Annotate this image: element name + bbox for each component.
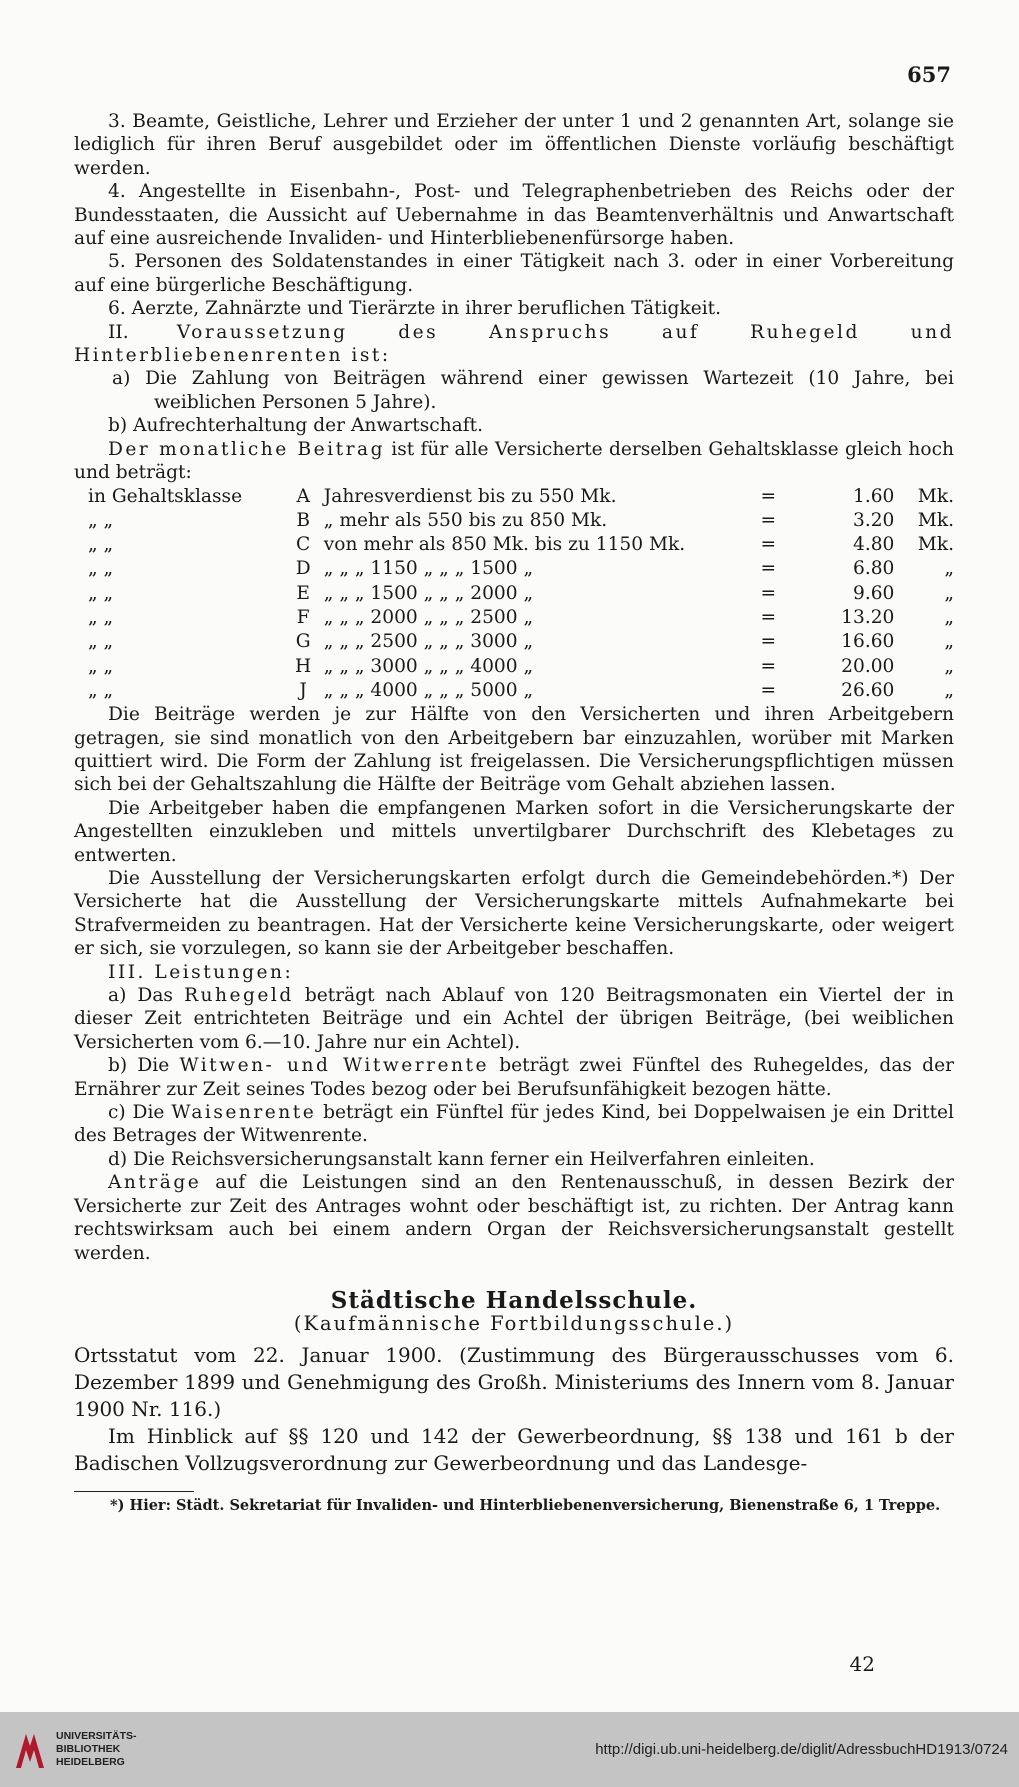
income-range: „ „ „ 4000 „ „ „ 5000 „ <box>323 679 534 701</box>
institution-name <box>56 1730 137 1769</box>
klasse-cell: „ „ <box>88 631 114 653</box>
intro-paragraph-3: 3. Beamte, Geistliche, Lehrer und Erzieher der unter 1 und 2 genannten Art, solange sie lediglich für ihren Beruf ausgebildet oder im öffentlichen Dienste vorläufig beschäftigt werden. <box>74 111 954 179</box>
institution-line-3: HEIDELBERG <box>56 1756 125 1768</box>
table-row <box>74 655 954 679</box>
item-a-term: Ruhegeld <box>184 985 294 1007</box>
intro-paragraph-4: 4. Angestellte in Eisenbahn-, Post- und Telegraphenbetrieben des Reichs oder der Bundesstaaten, die Aussicht auf Uebernahme in das Beamtenverhältnis und Anwartschaft auf eine ausreichende Invaliden- und Hinterbliebenenfürsorge haben. <box>74 181 954 250</box>
equals-sign: = <box>760 679 777 701</box>
klasse-cell: „ „ <box>88 582 114 604</box>
section-2-number: II. <box>108 321 129 343</box>
klasse-cell: „ „ <box>88 534 114 556</box>
currency-unit: „ <box>944 582 954 604</box>
income-range: von mehr als 850 Mk. bis zu 1150 Mk. <box>323 534 686 556</box>
equals-sign: = <box>760 606 777 628</box>
equals-sign: = <box>760 582 777 604</box>
currency-unit: „ <box>944 679 954 701</box>
currency-unit: „ <box>944 655 954 677</box>
item-a-label: a) Das <box>108 985 173 1007</box>
table-row <box>74 533 954 557</box>
currency-unit: „ <box>944 631 954 653</box>
equals-sign: = <box>760 558 777 580</box>
class-letter: F <box>296 606 310 628</box>
section-2-item-b: b) Aufrechterhaltung der Anwartschaft. <box>108 415 483 437</box>
section-2-heading-text: Voraussetzung des Anspruchs auf Ruhegeld und Hinterbliebenenrenten ist: <box>74 321 954 367</box>
income-range: „ „ „ 2000 „ „ „ 2500 „ <box>323 606 534 628</box>
footnote: *) Hier: Städt. Sekretariat für Invaliden- und Hinterbliebenenversicherung, Bienenstraße 6, 1 Treppe. <box>110 1496 941 1514</box>
class-letter: J <box>299 679 307 701</box>
class-letter: D <box>295 558 311 580</box>
monthly-contribution-label: Der monatliche Beitrag <box>108 438 385 460</box>
currency-unit: „ <box>944 558 954 580</box>
applications-text: auf die Leistungen sind an den Rentenausschuß, in dessen Bezirk der Versicherte zur Zeit des Antrages wohnt oder beschäftigt ist, zu richten. Der Antrag kann rechtswirksam auch bei einem andern Organ der Reichsversicherungsanstalt gestellt werden. <box>74 1172 954 1264</box>
contribution-amount: 1.60 <box>852 485 895 507</box>
page-number: 657 <box>907 62 951 87</box>
currency-unit: Mk. <box>917 509 954 531</box>
equals-sign: = <box>760 509 777 531</box>
table-row <box>74 509 954 533</box>
contribution-amount: 4.80 <box>852 534 895 556</box>
table-row <box>74 557 954 581</box>
school-subtitle: (Kaufmännische Fortbildungsschule.) <box>293 1312 735 1336</box>
statute-paragraph: Ortsstatut vom 22. Januar 1900. (Zustimmung des Bürgerausschusses vom 6. Dezember 1899 und Genehmigung des Großh. Ministeriums des Innern vom 8. Januar 1900 Nr. 116.) <box>74 1342 954 1421</box>
currency-unit: „ <box>944 606 954 628</box>
institution-line-2: BIBLIOTHEK <box>56 1743 121 1755</box>
klasse-cell: „ „ <box>88 679 114 701</box>
currency-unit: Mk. <box>917 485 954 507</box>
school-text: Im Hinblick auf §§ 120 und 142 der Gewerbeordnung, §§ 138 und 161 b der Badischen Vollzugsverordnung zur Gewerbeordnung und das Landesge- <box>74 1423 954 1475</box>
class-letter: B <box>296 509 310 531</box>
university-logo-icon <box>12 1728 48 1772</box>
klasse-cell: „ „ <box>88 606 114 628</box>
contribution-paragraph-2: Die Arbeitgeber haben die empfangenen Marken sofort in die Versicherungskarte der Angestellten einzukleben und mittels unvertilgbarer Durchschrift des Klebetages zu entwerten. <box>74 797 954 866</box>
contribution-amount: 16.60 <box>841 631 895 653</box>
section-3-item-d: d) Die Reichsversicherungsanstalt kann ferner ein Heilverfahren einleiten. <box>108 1148 815 1170</box>
class-letter: A <box>296 485 310 507</box>
section-3-item-a <box>74 984 954 1054</box>
school-title: Städtische Handelsschule. <box>330 1286 698 1314</box>
section-3-item-c <box>74 1101 954 1148</box>
source-url-link[interactable]: http://digi.ub.uni-heidelberg.de/diglit/AdressbuchHD1913/0724 <box>595 1741 1008 1758</box>
currency-unit: Mk. <box>917 534 954 556</box>
contribution-paragraph-1: Die Beiträge werden je zur Hälfte von den Versicherten und ihren Arbeitgebern getragen, sie sind monatlich von den Arbeitgebern bar einzuzahlen, worüber mit Marken quittiert wird. Die Form der Zahlung ist freigelassen. Die Versicherungspflichtigen müssen sich bei der Gehaltszahlung die Hälfte der Beiträge vom Gehalt abziehen lassen. <box>74 704 954 796</box>
item-b-text: beträgt zwei Fünftel des Ruhegeldes, das der Ernährer zur Zeit seines Todes bezog oder bei Berufsunfähigkeit bezogen hätte. <box>74 1055 954 1100</box>
income-range: „ „ „ 1150 „ „ „ 1500 „ <box>323 558 534 580</box>
table-row <box>74 630 954 654</box>
item-c-text: beträgt ein Fünftel für jedes Kind, bei Doppelwaisen je ein Drittel des Betrages der Witwenrente. <box>74 1102 954 1147</box>
section-2-heading <box>74 321 954 368</box>
equals-sign: = <box>760 631 777 653</box>
item-c-term: Waisenrente <box>171 1102 317 1124</box>
section-3-item-b <box>74 1054 954 1101</box>
equals-sign: = <box>760 655 777 677</box>
contribution-amount: 26.60 <box>841 679 895 701</box>
table-row <box>74 485 954 509</box>
equals-sign: = <box>760 485 777 507</box>
income-range: „ „ „ 2500 „ „ „ 3000 „ <box>323 631 534 653</box>
item-a-text: beträgt nach Ablauf von 120 Beitragsmonaten ein Viertel der in dieser Zeit entrichteten Beiträge und ein Achtel der übrigen Beiträge, (bei weiblichen Versicherten vom 6.—10. Jahre nur ein Achtel). <box>74 985 954 1053</box>
contribution-amount: 9.60 <box>852 582 895 604</box>
income-range: „ „ „ 3000 „ „ „ 4000 „ <box>323 655 534 677</box>
table-row <box>74 606 954 630</box>
printer-signature: 42 <box>849 1652 875 1676</box>
class-letter: G <box>295 631 311 653</box>
klasse-cell: „ „ <box>88 558 114 580</box>
intro-paragraph-6: 6. Aerzte, Zahnärzte und Tierärzte in ihrer beruflichen Tätigkeit. <box>108 298 722 320</box>
page-content <box>74 110 954 1515</box>
item-b-term: Witwen- und Witwerrente <box>179 1055 489 1077</box>
section-3-heading: III. Leistungen: <box>108 961 294 983</box>
contribution-amount: 6.80 <box>852 558 895 580</box>
table-row <box>74 582 954 606</box>
klasse-cell: in Gehaltsklasse <box>88 485 243 507</box>
monthly-contribution-intro <box>74 438 954 485</box>
salary-class-table <box>74 485 954 704</box>
klasse-cell: „ „ <box>88 509 114 531</box>
contribution-amount: 3.20 <box>852 509 895 531</box>
income-range: „ „ „ 1500 „ „ „ 2000 „ <box>323 582 534 604</box>
income-range: „ mehr als 550 bis zu 850 Mk. <box>323 509 608 531</box>
income-range: Jahresverdienst bis zu 550 Mk. <box>323 485 617 507</box>
institution-line-1: UNIVERSITÄTS- <box>56 1730 137 1742</box>
item-b-label: b) Die <box>108 1055 170 1077</box>
equals-sign: = <box>760 534 777 556</box>
item-c-label: c) Die <box>108 1102 165 1124</box>
footnote-divider <box>74 1491 194 1492</box>
table-row <box>74 679 954 703</box>
klasse-cell: „ „ <box>88 655 114 677</box>
applications-term: Anträge <box>108 1172 202 1194</box>
contribution-amount: 13.20 <box>841 606 895 628</box>
contribution-paragraph-3: Die Ausstellung der Versicherungskarten erfolgt durch die Gemeindebehörden.*) Der Versicherte hat die Ausstellung der Versicherungskarte mittels Aufnahmekarte bei Strafvermeiden zu beantragen. Hat der Versicherte keine Versicherungskarte, oder weigert er sich, sie vorzulegen, so kann sie der Arbeitgeber beschaffen. <box>74 868 954 960</box>
monthly-contribution-text: ist für alle Versicherte derselben Gehaltsklasse gleich hoch und beträgt: <box>74 438 954 484</box>
class-letter: C <box>296 534 311 556</box>
class-letter: H <box>295 655 312 677</box>
applications-paragraph <box>74 1171 954 1265</box>
class-letter: E <box>296 582 310 604</box>
intro-paragraph-5: 5. Personen des Soldatenstandes in einer Tätigkeit nach 3. oder in einer Vorbereitung auf eine bürgerliche Beschäftigung. <box>74 251 954 296</box>
contribution-amount: 20.00 <box>841 655 895 677</box>
section-2-item-a: a) Die Zahlung von Beiträgen während einer gewissen Wartezeit (10 Jahre, bei weiblichen Personen 5 Jahre). <box>112 368 954 413</box>
